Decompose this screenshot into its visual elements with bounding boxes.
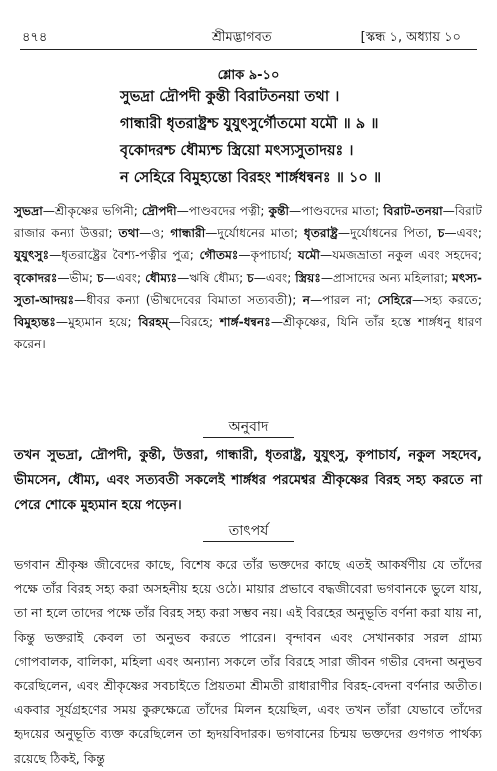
verse-line: বৃকোদরশ্চ ধৌম্যশ্চ স্ত্রিয়ো মৎস্যসুতাদয়ঃ ।	[120, 143, 354, 159]
synonym-word: চ	[437, 226, 445, 241]
synonym-meaning: —ও;	[139, 226, 171, 241]
synonym-meaning: —ঋষি ধৌম্য;	[177, 270, 248, 285]
running-title: শ্রীমদ্ভাগবত	[212, 30, 272, 45]
synonym-meaning: —দুর্যোধনের মাতা;	[205, 226, 304, 241]
synonym-meaning: —ভীম;	[57, 270, 97, 285]
synonym-word: দ্রৌপদী	[141, 204, 177, 218]
synonym-word: সেহিরে	[377, 292, 413, 307]
translation-heading-rule	[203, 437, 294, 438]
synonym-word: বিরহম্	[138, 315, 169, 330]
translation-heading: অনুবাদ	[228, 419, 269, 435]
synonym-meaning: —কৃপাচার্য;	[238, 248, 298, 263]
synonym-meaning: —এবং;	[253, 270, 296, 285]
synonym-word: স্ত্রিয়ঃ	[295, 270, 321, 285]
synonym-word: ন	[302, 292, 311, 307]
synonym-meaning: —দুর্যোধনের পিতা,	[337, 226, 438, 241]
verse-title: শ্লোক ৯-১০	[217, 68, 280, 83]
synonym-word: বিমুহ্যন্তঃ	[14, 315, 56, 330]
synonym-meaning: —বিরাট রাজার কন্যা উত্তরা;	[14, 204, 482, 241]
synonym-meaning: —পাণ্ডবদের মাতা;	[289, 204, 384, 218]
synonym-word: শার্ঙ্গ-ধন্বনঃ	[219, 315, 271, 330]
synonym-word: তথা	[118, 226, 140, 241]
purport-text: ভগবান শ্রীকৃষ্ণ জীবেদের কাছে, বিশেষ করে তাঁর ভক্তদের কাছে এতই আকর্ষণীয় যে তাঁদের পক্ষে তাঁর বিরহ সহ্য করা অসহনীয় হয়ে ওঠে। মায়ার প্রভাবে বদ্ধজীবেরা ভগবানকে ভুলে যায়, তা না হলে তাদের পক্ষে তাঁর বিরহ সহ্য করা সম্ভব নয়। এই বিরহের অনুভূতি বর্ণনা করা যায় না, কিন্তু ভক্তরাই কেবল তা অনুভব করতে পারেন। বৃন্দাবন এবং সেখানকার সরল গ্রাম্য গোপবালক, বালিকা, মহিলা এবং অন্যান্য সকলে তাঁর বিরহে সারা জীবন গভীর বেদনা অনুভব করেছিলেন, এবং শ্রীকৃষ্ণের সবচাইতে প্রিয়তমা শ্রীমতী রাধারাণীর বিরহ-বেদনা বর্ণনার অতীত। একবার সূর্যগ্রহণের সময় কুরুক্ষেত্রে তাঁদের মিলন হয়েছিল, এবং তখন তাঁরা যেভাবে তাঁদের হৃদয়ের অনুভূতি ব্যক্ত করেছিলেন তা হৃদয়বিদারক। ভগবানের চিন্ময় ভক্তদের গুণগত পার্থক্য রয়েছে ঠিকই, কিন্তু	[14, 557, 482, 766]
verse-line: সুভদ্রা দ্রৌপদী কুন্তী বিরাটতনয়া তথা ।	[120, 89, 340, 105]
synonym-word: চ	[96, 270, 104, 285]
synonym-meaning: —যমজভ্রাতা নকুল এবং সহদেব;	[320, 248, 482, 263]
chapter-reference: [স্কন্ধ ১, অধ্যায় ১০	[360, 30, 461, 45]
synonym-word: বিরাট-তনয়া	[383, 204, 443, 218]
synonym-meaning: —পারল না;	[310, 292, 378, 307]
page-number: ৪৭৪	[22, 30, 48, 45]
synonym-word: মৎস্য-সুতা-আদয়ঃ	[14, 270, 482, 307]
synonym-meaning: —শ্রীকৃষ্ণের ভগিনী;	[42, 204, 142, 218]
synonyms-block	[14, 200, 482, 355]
synonym-word: ধৃতরাষ্ট্র	[303, 226, 338, 241]
verse-line: গান্ধারী ধৃতরাষ্ট্রশ্চ যুযুৎসুর্গৌতমো যমৌ ॥ ৯ ॥	[120, 116, 379, 132]
synonym-word: গান্ধারী	[170, 226, 206, 241]
translation-text: তখন সুভদ্রা, দ্রৌপদী, কুন্তী, উত্তরা, গান্ধারী, ধৃতরাষ্ট্র, যুযুৎসু, কৃপাচার্য, নকুল সহদেব, ভীমসেন, ধৌম্য, এবং সত্যবতী সকলেই শার্ঙ্গধর পরমেশ্বর শ্রীকৃষ্ণের বিরহ সহ্য করতে না পেরে শোকে মুহ্যমান হয়ে পড়েন।	[14, 448, 482, 513]
synonym-word: যুযুৎসুঃ	[14, 248, 50, 263]
synonym-word: কুন্তী	[268, 204, 290, 218]
synonym-meaning: —মুহ্যমান হয়ে;	[55, 315, 139, 330]
synonym-word: গৌতমঃ	[199, 248, 239, 263]
purport-heading-rule	[203, 541, 294, 542]
synonym-word: চ	[247, 270, 254, 285]
synonym-word: বৃকোদরঃ	[14, 270, 58, 285]
synonym-meaning: —শ্রীকৃষ্ণের, যিনি তাঁর হস্তে শার্ঙ্গধনু ধারণ করেন।	[14, 315, 482, 352]
purport-heading: তাৎপর্য	[228, 523, 269, 539]
synonym-word: যমৌ	[297, 248, 321, 263]
synonym-meaning: —ধীবর কন্যা (ভীষ্মদেবের বিমাতা সত্যবতী);	[74, 292, 303, 307]
synonym-meaning: —পাণ্ডবদের পত্নী;	[176, 204, 269, 218]
verse-line: ন সেহিরে বিমুহ্যন্তো বিরহং শার্ঙ্গধন্বনঃ ॥ ১০ ॥	[120, 170, 382, 186]
header-rule	[20, 49, 477, 50]
synonym-meaning: —প্রাসাদের অন্য মহিলারা;	[320, 270, 453, 285]
synonym-meaning: —ধৃতরাষ্ট্রের বৈশ্য-পত্নীর পুত্র;	[49, 248, 200, 263]
synonym-word: সুভদ্রা	[14, 204, 43, 218]
synonym-meaning: —এবং;	[103, 270, 146, 285]
synonym-meaning: —এবং;	[444, 226, 482, 241]
verse-text	[120, 84, 480, 192]
synonym-word: ধৌম্যঃ	[145, 270, 178, 285]
synonym-meaning: —বিরহে;	[168, 315, 220, 330]
synonym-meaning: —সহ্য করতে;	[412, 292, 482, 307]
